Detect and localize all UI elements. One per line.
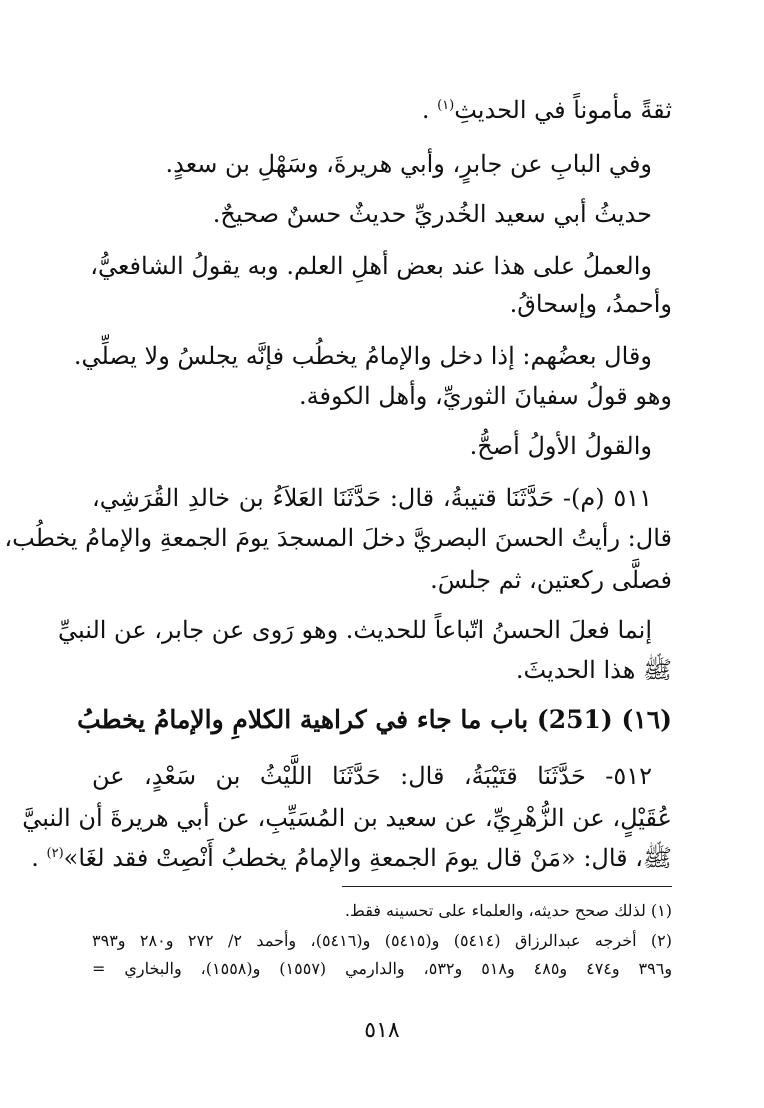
footnote-2-continued: و٣٩٦ و٤٧٤ و٤٨٥ و٥١٨ و٥٣٢، والدارمي (١٥٥٧) و(١٥٥٨)، والبخاري = <box>92 959 673 978</box>
footnote-ref-2: (٢) <box>46 846 64 861</box>
text-line-7: وهو قولُ سفيانَ الثوريِّ، وأهل الكوفة. <box>299 382 672 410</box>
footnote-divider <box>342 886 672 887</box>
hadith-512-line-2: عُقَيْلٍ، عن الزُّهْرِيِّ، عن سعيد بن المُسَيِّبِ، عن أبي هريرةَ أن النبيَّ <box>22 804 672 832</box>
text-line-6: وقال بعضُهم: إذا دخل والإمامُ يخطُب فإنَّه يجلسُ ولا يصلِّي. <box>73 342 652 370</box>
text-line-4: والعملُ على هذا عند بعض أهلِ العلم. وبه يقولُ الشافعيُّ، <box>90 252 652 280</box>
text-line-13: ﷺ هذا الحديثَ. <box>515 656 672 684</box>
chapter-title: (١٦) (251) باب ما جاء في كراهية الكلامِ والإمامُ يخطبُ <box>77 705 672 734</box>
text-line-10: قال: رأيتُ الحسنَ البصريَّ دخلَ المسجدَ يومَ الجمعةِ والإمامُ يخطُب، <box>4 524 672 552</box>
hadith-512-l3: ﷺ، قال: «مَنْ قال يومَ الجمعةِ والإمامُ يخطبُ أَنْصِتْ فقد لغَا» <box>63 844 672 872</box>
text-line-11: فصلَّى ركعتين، ثم جلسَ. <box>430 566 672 594</box>
page-number: ٥١٨ <box>364 1018 400 1043</box>
text-line-2: وفي البابِ عن جابرٍ، وأبي هريرةَ، وسَهْلِ بن سعدٍ. <box>165 150 652 178</box>
text-line-8: والقولُ الأولُ أصحُّ. <box>469 432 652 460</box>
text-l1-end: . <box>421 96 438 124</box>
text-line-3: حديثُ أبي سعيد الخُدريِّ حديثٌ حسنٌ صحيحٌ. <box>212 200 652 228</box>
footnote-1: (١) لذلك صحح حديثه، والعلماء على تحسينه فقط. <box>344 901 672 920</box>
footnote-ref-1: (١) <box>437 98 455 113</box>
text-line-9: ٥١١ (م)- حَدَّثَنَا قتيبةُ، قال: حَدَّثَنَا العَلاَءُ بن خالدِ القُرَشِي، <box>92 484 652 512</box>
hadith-512-line-1: ٥١٢- حَدَّثَنَا قتَيْبَةُ، قال: حَدَّثَنَا اللَّيْثُ بن سَعْدٍ، عن <box>92 762 652 790</box>
text-line-5: وأحمدُ، وإسحاقُ. <box>509 290 672 318</box>
hadith-512-l3-end: . <box>31 844 47 872</box>
text-line-1 <box>92 92 672 128</box>
text-l1: ثقةً مأموناً في الحديثِ <box>454 96 672 124</box>
footnote-2: (٢) أخرجه عبدالرزاق (٥٤١٤) و(٥٤١٥) و(٥٤١٦)، وأحمد ٢/ ٢٧٢ و٢٨٠ و٣٩٣ <box>92 931 673 950</box>
text-line-12: إنما فعلَ الحسنُ اتّباعاً للحديث. وهو رَوى عن جابر، عن النبيِّ <box>57 616 652 644</box>
hadith-512-line-3 <box>31 840 672 876</box>
